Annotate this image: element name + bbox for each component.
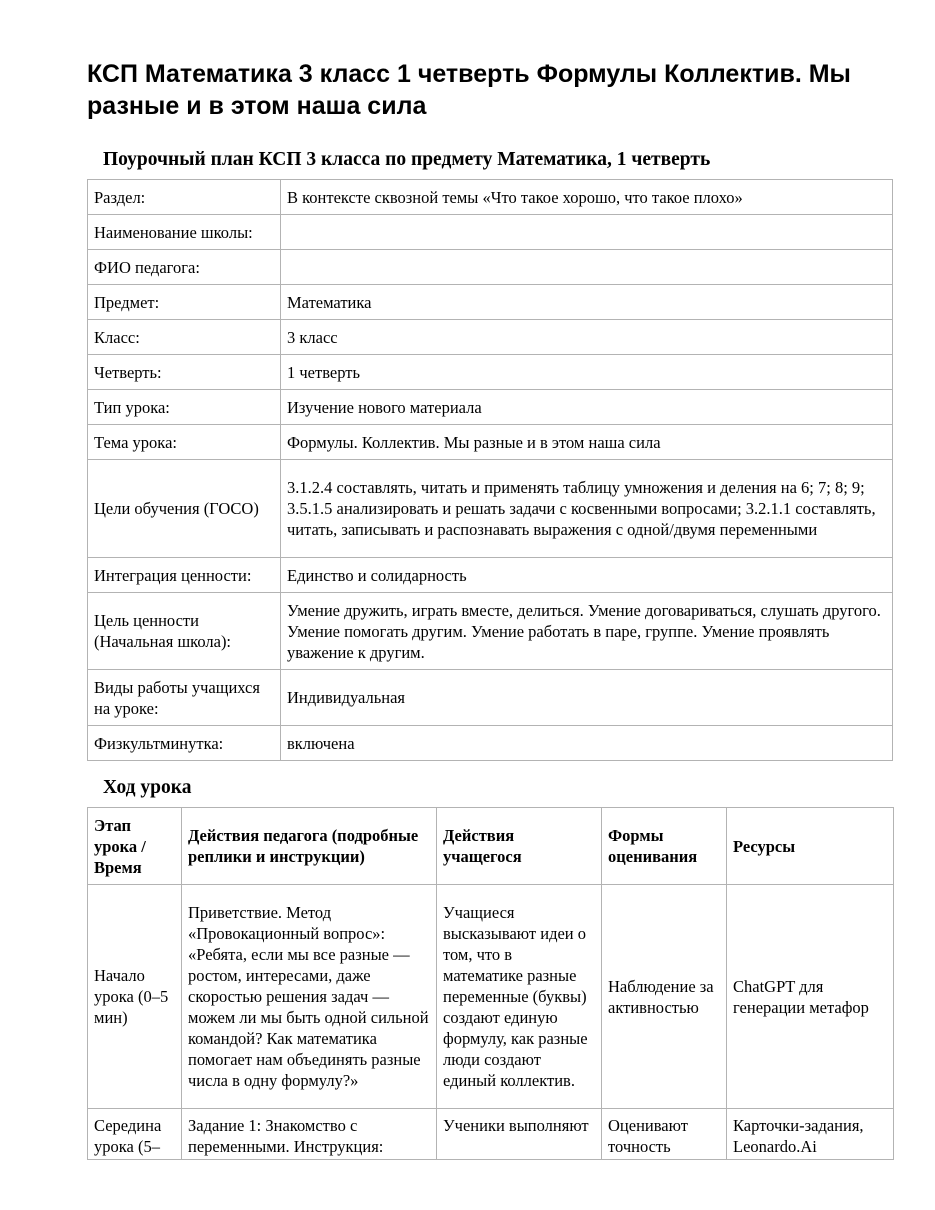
- info-row-quarter: [88, 355, 893, 390]
- info-value: В контексте сквозной темы «Что такое хорошо, что такое плохо»: [281, 180, 893, 215]
- assessment-cell: Наблюдение за активностью: [602, 885, 727, 1109]
- info-row-work-types: [88, 670, 893, 726]
- info-label: Виды работы учащихся на уроке:: [88, 670, 281, 726]
- info-row-lesson-type: [88, 390, 893, 425]
- lesson-flow-table: [87, 807, 894, 1160]
- info-label: Тема урока:: [88, 425, 281, 460]
- info-row-value-integration: [88, 558, 893, 593]
- info-label: Физкультминутка:: [88, 726, 281, 761]
- info-label: Предмет:: [88, 285, 281, 320]
- info-label: Четверть:: [88, 355, 281, 390]
- resources-cell: Карточки-задания, Leonardo.Ai: [733, 1116, 864, 1156]
- column-header: Действия учащегося: [437, 808, 602, 885]
- info-value: Формулы. Коллектив. Мы разные и в этом наша сила: [281, 425, 893, 460]
- student-actions-cell: Учащиеся высказывают идеи о том, что в математике разные переменные (буквы) создают единую формулу, как разные люди создают единый коллектив.: [437, 885, 602, 1109]
- info-label: Наименование школы:: [88, 215, 281, 250]
- info-row-section: [88, 180, 893, 215]
- info-label: Класс:: [88, 320, 281, 355]
- column-header: Формы оценивания: [602, 808, 727, 885]
- info-row-value-goal: [88, 593, 893, 670]
- info-value: Индивидуальная: [281, 670, 893, 726]
- lesson-header-row: [88, 808, 894, 885]
- info-label: Раздел:: [88, 180, 281, 215]
- info-row-lesson-topic: [88, 425, 893, 460]
- lesson-heading: Ход урока: [103, 777, 192, 798]
- column-header: Ресурсы: [727, 808, 894, 885]
- info-value: 1 четверть: [281, 355, 893, 390]
- lesson-info-table: [87, 179, 893, 761]
- info-value: Изучение нового материала: [281, 390, 893, 425]
- info-label: Интеграция ценности:: [88, 558, 281, 593]
- info-label: ФИО педагога:: [88, 250, 281, 285]
- plan-heading: Поурочный план КСП 3 класса по предмету Математика, 1 четверть: [103, 149, 711, 170]
- table-row: [88, 1109, 894, 1160]
- document-title: КСП Математика 3 класс 1 четверть Формулы Коллектив. Мы разные и в этом наша сила: [87, 60, 851, 120]
- info-row-learning-goals: [88, 460, 893, 558]
- stage-cell: Середина урока (5–: [94, 1116, 162, 1156]
- info-label: Тип урока:: [88, 390, 281, 425]
- column-header: Этап урока / Время: [88, 808, 182, 885]
- resources-cell: ChatGPT для генерации метафор: [727, 885, 894, 1109]
- info-row-subject: [88, 285, 893, 320]
- table-row: [88, 885, 894, 1109]
- student-actions-cell: Ученики выполняют: [443, 1116, 589, 1135]
- info-row-school: [88, 215, 893, 250]
- info-value: включена: [281, 726, 893, 761]
- info-value: Умение дружить, играть вместе, делиться. Умение договариваться, слушать другого. Умение помогать другим. Умение работать в паре, группе. Умение проявлять уважение к другим.: [281, 593, 893, 670]
- info-value: 3 класс: [281, 320, 893, 355]
- stage-cell: Начало урока (0–5 мин): [88, 885, 182, 1109]
- info-value: [281, 215, 893, 250]
- info-value: 3.1.2.4 составлять, читать и применять таблицу умножения и деления на 6; 7; 8; 9; 3.5.1.5 анализировать и решать задачи с косвенными вопросами; 3.2.1.1 составлять, читать, записывать и распознавать выражения с одной/двумя переменными: [281, 460, 893, 558]
- teacher-actions-cell: Задание 1: Знакомство с переменными. Инструкция:: [188, 1116, 384, 1156]
- info-value: [281, 250, 893, 285]
- info-value: Математика: [281, 285, 893, 320]
- column-header: Действия педагога (подробные реплики и инструкции): [182, 808, 437, 885]
- info-row-physical-break: [88, 726, 893, 761]
- info-label: Цель ценности (Начальная школа):: [88, 593, 281, 670]
- info-value: Единство и солидарность: [281, 558, 893, 593]
- info-row-grade: [88, 320, 893, 355]
- assessment-cell: Оценивают точность: [608, 1116, 688, 1156]
- info-label: Цели обучения (ГОСО): [88, 460, 281, 558]
- info-row-teacher: [88, 250, 893, 285]
- teacher-actions-cell: Приветствие. Метод «Провокационный вопрос»: «Ребята, если мы все разные — ростом, интересами, даже скоростью решения задач — можем ли мы быть одной сильной командой? Как математика помогает нам объединять разные числа в одну формулу?»: [182, 885, 437, 1109]
